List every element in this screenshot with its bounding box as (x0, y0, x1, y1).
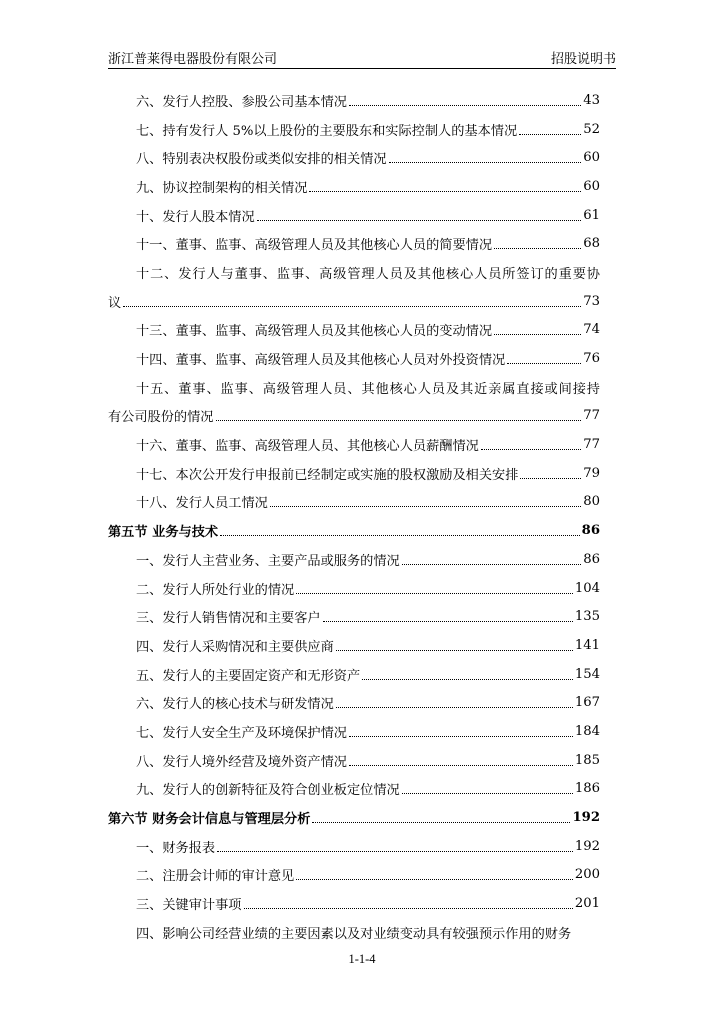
toc-page-number: 52 (583, 121, 600, 137)
toc-entry[interactable] (108, 918, 600, 947)
toc-entry-title-continued: 有公司股份的情况 (108, 410, 214, 426)
toc-page-number: 192 (574, 838, 600, 854)
toc-entry-title: 六、发行人控股、参股公司基本情况 (136, 94, 347, 110)
page-header (108, 46, 616, 69)
toc-entry[interactable] (108, 488, 600, 517)
toc-leader-dots (519, 134, 581, 135)
toc-leader-dots (520, 478, 581, 479)
toc-entry-title: 十三、董事、监事、高级管理人员及其他核心人员的变动情况 (136, 324, 493, 340)
toc-leader-dots (323, 621, 573, 622)
toc-section[interactable] (108, 516, 600, 545)
toc-entry-continuation[interactable] (108, 287, 600, 316)
toc-leader-dots (349, 765, 573, 766)
toc-page-number: 154 (574, 666, 600, 682)
toc-page-number: 76 (583, 351, 600, 367)
toc-entry[interactable] (108, 574, 600, 603)
toc-entry[interactable] (108, 373, 600, 402)
toc-page-number: 77 (583, 408, 600, 424)
toc-leader-dots (220, 535, 580, 536)
toc-entry-title: 十一、董事、监事、高级管理人员及其他核心人员的简要情况 (136, 238, 493, 254)
toc-entry-title: 一、发行人主营业务、主要产品或服务的情况 (136, 553, 400, 569)
toc-entry[interactable] (108, 430, 600, 459)
toc-leader-dots (481, 449, 581, 450)
table-of-contents (108, 86, 600, 947)
toc-page-number: 141 (574, 637, 600, 653)
toc-entry-title: 二、注册会计师的审计意见 (136, 869, 295, 885)
toc-leader-dots (217, 851, 573, 852)
toc-entry[interactable] (108, 316, 600, 345)
toc-leader-dots (270, 506, 581, 507)
toc-entry-title: 第六节 财务会计信息与管理层分析 (108, 812, 311, 828)
toc-leader-dots (362, 679, 573, 680)
toc-entry[interactable] (108, 889, 600, 918)
toc-leader-dots (312, 822, 570, 823)
toc-leader-dots (257, 220, 582, 221)
toc-entry-title: 第五节 业务与技术 (108, 525, 219, 541)
toc-leader-dots (494, 248, 581, 249)
toc-leader-dots (309, 191, 581, 192)
toc-entry-title: 七、持有发行人 5%以上股份的主要股东和实际控制人的基本情况 (136, 123, 518, 139)
toc-leader-dots (244, 908, 573, 909)
toc-entry[interactable] (108, 602, 600, 631)
toc-entry-title: 三、发行人销售情况和主要客户 (136, 611, 321, 627)
toc-entry-title: 九、协议控制架构的相关情况 (136, 180, 308, 196)
toc-entry-continuation[interactable] (108, 402, 600, 431)
toc-page-number: 200 (574, 867, 600, 883)
toc-entry-title: 二、发行人所处行业的情况 (136, 582, 295, 598)
toc-entry[interactable] (108, 143, 600, 172)
toc-entry[interactable] (108, 86, 600, 115)
toc-entry[interactable] (108, 832, 600, 861)
toc-entry-title: 四、发行人采购情况和主要供应商 (136, 639, 334, 655)
toc-entry-title: 一、财务报表 (136, 840, 216, 856)
toc-entry-title: 七、发行人安全生产及环境保护情况 (136, 725, 347, 741)
toc-leader-dots (349, 105, 581, 106)
toc-page-number: 60 (583, 178, 600, 194)
toc-entry[interactable] (108, 115, 600, 144)
toc-page-number: 186 (574, 781, 600, 797)
toc-entry-title: 八、特别表决权股份或类似安排的相关情况 (136, 152, 387, 168)
page-number: 1-1-4 (348, 952, 376, 966)
toc-entry[interactable] (108, 459, 600, 488)
toc-entry-title: 十四、董事、监事、高级管理人员及其他核心人员对外投资情况 (136, 353, 506, 369)
toc-leader-dots (402, 564, 581, 565)
toc-entry-title: 八、发行人境外经营及境外资产情况 (136, 754, 347, 770)
toc-leader-dots (336, 650, 573, 651)
header-company: 浙江普莱得电器股份有限公司 (108, 52, 278, 67)
toc-leader-dots (507, 363, 581, 364)
toc-leader-dots (349, 736, 573, 737)
toc-leader-dots (216, 420, 582, 421)
toc-entry[interactable] (108, 746, 600, 775)
toc-page-number: 104 (574, 580, 600, 596)
toc-leader-dots (336, 707, 573, 708)
toc-entry-title: 六、发行人的核心技术与研发情况 (136, 697, 334, 713)
toc-entry-title: 十六、董事、监事、高级管理人员、其他核心人员薪酬情况 (136, 439, 479, 455)
toc-entry-title: 十五、董事、监事、高级管理人员、其他核心人员及其近亲属直接或间接持 (136, 381, 600, 397)
toc-entry-title: 五、发行人的主要固定资产和无形资产 (136, 668, 361, 684)
toc-page-number: 135 (574, 609, 600, 625)
toc-entry[interactable] (108, 545, 600, 574)
toc-entry[interactable] (108, 861, 600, 890)
toc-entry-title: 十二、发行人与董事、监事、高级管理人员及其他核心人员所签订的重要协 (136, 266, 600, 282)
toc-page-number: 86 (583, 551, 600, 567)
toc-entry[interactable] (108, 717, 600, 746)
toc-entry-title: 十七、本次公开发行申报前已经制定或实施的股权激励及相关安排 (136, 467, 519, 483)
toc-entry[interactable] (108, 344, 600, 373)
toc-entry[interactable] (108, 258, 600, 287)
header-doc-type: 招股说明书 (550, 52, 616, 67)
toc-leader-dots (494, 334, 581, 335)
toc-leader-dots (402, 793, 573, 794)
toc-page-number: 43 (583, 92, 600, 108)
toc-page-number: 80 (583, 494, 600, 510)
toc-page-number: 77 (583, 437, 600, 453)
toc-entry[interactable] (108, 201, 600, 230)
toc-entry-title-continued: 议 (108, 295, 122, 311)
toc-entry[interactable] (108, 631, 600, 660)
toc-entry-title: 九、发行人的创新特征及符合创业板定位情况 (136, 783, 400, 799)
toc-page-number: 74 (583, 322, 600, 338)
toc-entry[interactable] (108, 172, 600, 201)
toc-page-number: 60 (583, 150, 600, 166)
toc-entry[interactable] (108, 775, 600, 804)
toc-page-number: 61 (583, 207, 600, 223)
toc-page-number: 79 (583, 465, 600, 481)
toc-leader-dots (123, 306, 581, 307)
toc-entry[interactable] (108, 688, 600, 717)
toc-leader-dots (296, 593, 573, 594)
toc-page-number: 68 (583, 236, 600, 252)
toc-section[interactable] (108, 803, 600, 832)
toc-entry-title: 十八、发行人员工情况 (136, 496, 268, 512)
toc-entry-title: 三、关键审计事项 (136, 898, 242, 914)
toc-entry-title: 四、影响公司经营业绩的主要因素以及对业绩变动具有较强预示作用的财务 (136, 926, 572, 942)
toc-page-number: 184 (574, 723, 600, 739)
toc-page-number: 86 (581, 523, 600, 539)
toc-page-number: 73 (583, 293, 600, 309)
toc-leader-dots (389, 162, 582, 163)
toc-page-number: 192 (572, 810, 600, 826)
toc-page-number: 185 (574, 752, 600, 768)
toc-page-number: 201 (574, 896, 600, 912)
toc-leader-dots (296, 879, 573, 880)
toc-page-number: 167 (574, 695, 600, 711)
toc-entry[interactable] (108, 660, 600, 689)
toc-entry[interactable] (108, 229, 600, 258)
toc-entry-title: 十、发行人股本情况 (136, 209, 255, 225)
